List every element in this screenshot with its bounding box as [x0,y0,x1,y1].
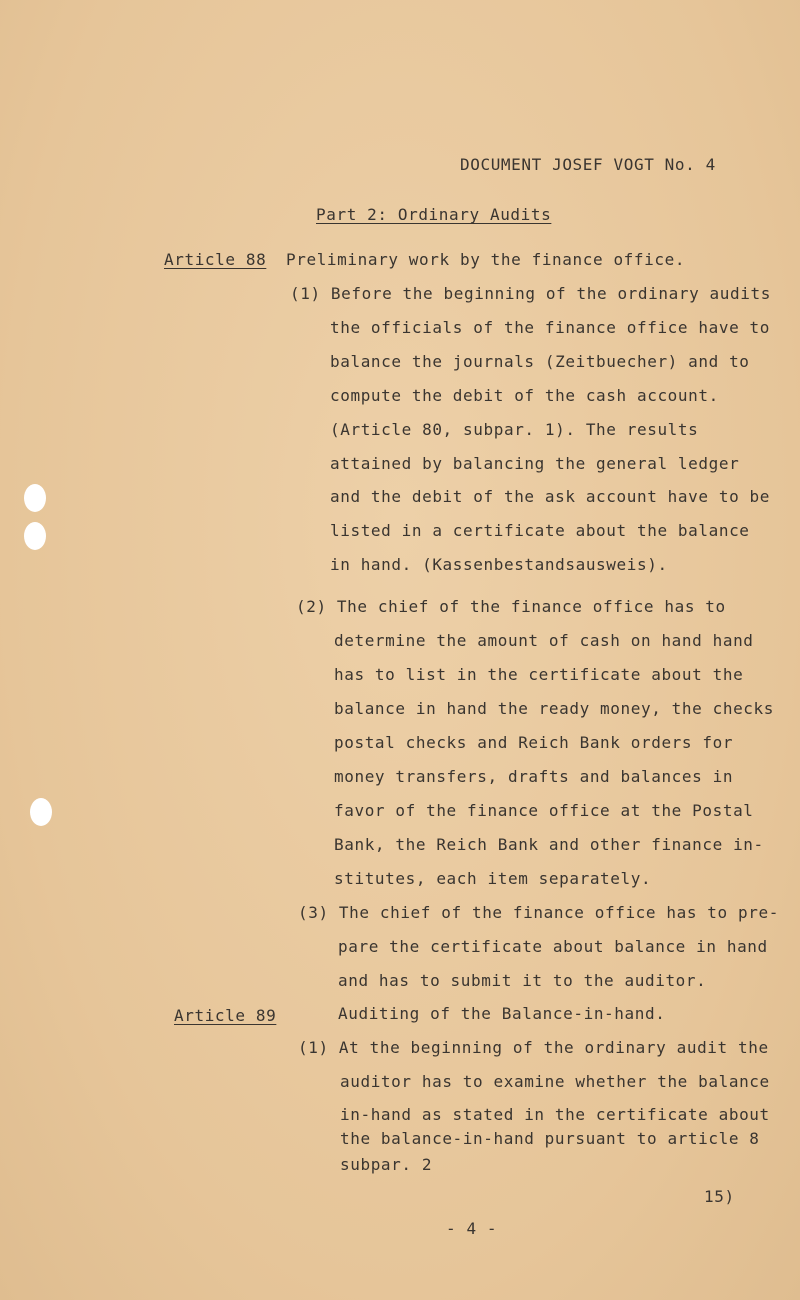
article-88-para-1-line: in hand. (Kassenbestandsausweis). [330,555,668,574]
article-89-para-1-line: subpar. 2 [340,1155,433,1174]
article-88-para-2-line: favor of the finance office at the Postal [334,801,754,820]
part-title: Part 2: Ordinary Audits [316,205,552,224]
punch-hole [24,484,46,512]
article-88-para-2-line: stitutes, each item separately. [334,869,652,888]
article-88-para-2-line: balance in hand the ready money, the checks [334,699,775,718]
punch-hole [24,522,46,550]
document-id: DOCUMENT JOSEF VOGT No. 4 [460,155,716,174]
article-88-para-2-line: determine the amount of cash on hand hand [334,631,754,650]
article-88-para-1-line: (Article 80, subpar. 1). The results [330,420,699,439]
article-88-para-1-line: listed in a certificate about the balance [330,521,750,540]
article-88-para-2-line: Bank, the Reich Bank and other finance in- [334,835,764,854]
article-89-heading: Auditing of the Balance-in-hand. [338,1004,666,1023]
article-88-para-3-line: pare the certificate about balance in hand [338,937,768,956]
article-89-para-1-line: the balance-in-hand pursuant to article 8 [340,1129,760,1148]
article-89-para-1-line: auditor has to examine whether the balance [340,1072,770,1091]
article-88-para-1-line: compute the debit of the cash account. [330,386,719,405]
page-number: - 4 - [446,1219,498,1238]
punch-hole [30,798,52,826]
article-89-para-1-line: in-hand as stated in the certificate about [340,1105,770,1124]
article-88-para-2-line: (2) The chief of the finance office has to [296,597,726,616]
article-88-para-3-line: (3) The chief of the finance office has to pre- [298,903,779,922]
article-88-para-2-line: money transfers, drafts and balances in [334,767,734,786]
article-88-heading: Preliminary work by the finance office. [286,250,686,269]
article-88-para-2-line: postal checks and Reich Bank orders for [334,733,734,752]
article-88-para-1-line: (1) Before the beginning of the ordinary audits [290,284,771,303]
article-88-para-3-line: and has to submit it to the auditor. [338,971,707,990]
article-89-para-1-line: (1) At the beginning of the ordinary audit the [298,1038,769,1057]
article-88-para-1-line: attained by balancing the general ledger [330,454,740,473]
article-88-para-1-line: the officials of the finance office have to [330,318,771,337]
article-88-label: Article 88 [164,250,267,269]
article-88-para-2-line: has to list in the certificate about the [334,665,744,684]
article-88-para-1-line: and the debit of the ask account have to be [330,487,771,506]
article-88-para-1-line: balance the journals (Zeitbuecher) and to [330,352,750,371]
footnote-marker: 15) [704,1187,735,1206]
article-89-label: Article 89 [174,1006,277,1025]
